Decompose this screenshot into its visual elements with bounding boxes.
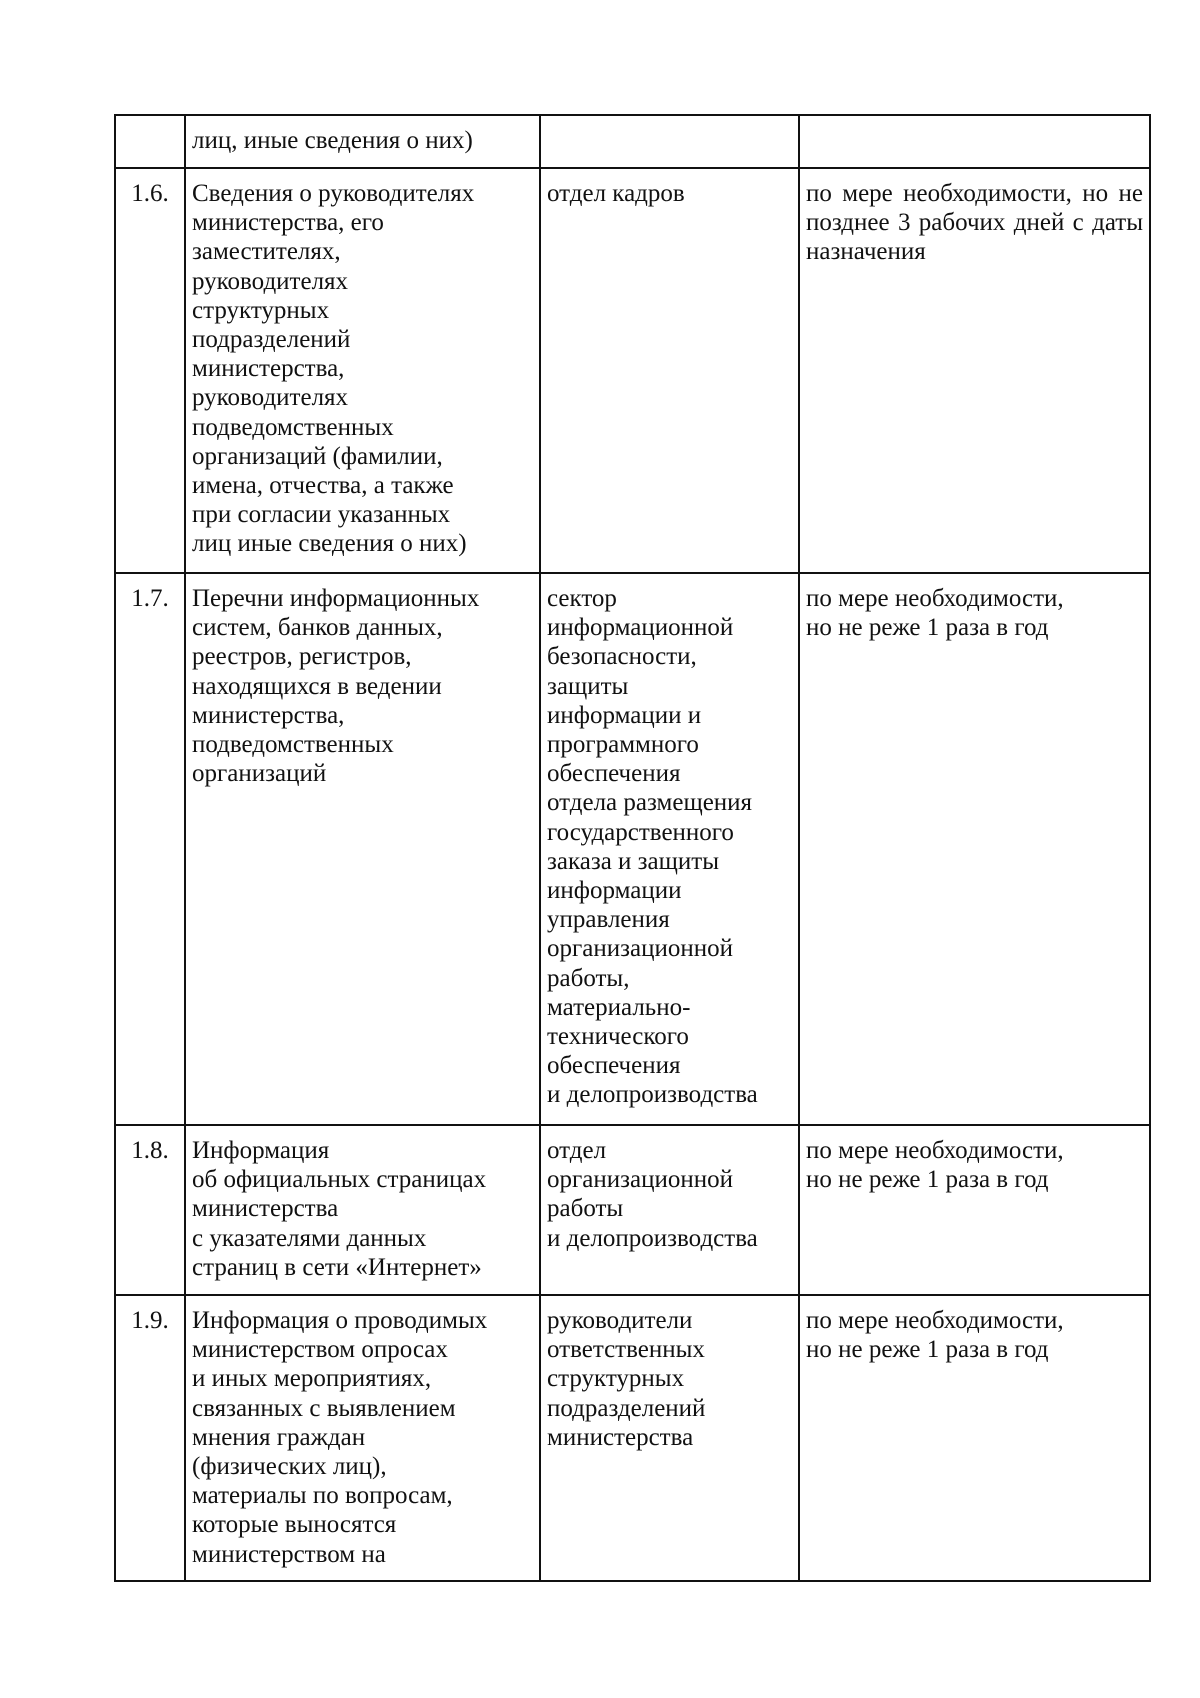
- timing-cell: по мере необходимости, но не реже 1 раза в год: [799, 1125, 1150, 1295]
- row-number: 1.6.: [115, 168, 185, 573]
- responsible-cell: руководители ответственных структурных подразделений министерства: [540, 1295, 799, 1581]
- document-page: [114, 114, 1149, 1582]
- table-row: [115, 573, 1150, 1125]
- timing-cell: по мере необходимости, но не позднее 3 рабочих дней с даты назначения: [799, 168, 1150, 573]
- timing-cell: [799, 115, 1150, 168]
- table-row: [115, 115, 1150, 168]
- responsible-cell: сектор информационной безопасности, защиты информации и программного обеспечения отдела размещения государственного заказа и защиты информации управления организационной работы, материально- технического обеспечения и делопроизводства: [540, 573, 799, 1125]
- timing-cell: по мере необходимости, но не реже 1 раза в год: [799, 1295, 1150, 1581]
- responsible-cell: [540, 115, 799, 168]
- row-number: 1.7.: [115, 573, 185, 1125]
- table-row: [115, 1125, 1150, 1295]
- timing-cell: по мере необходимости, но не реже 1 раза в год: [799, 573, 1150, 1125]
- information-table: [114, 114, 1151, 1582]
- info-cell: Сведения о руководителях министерства, его заместителях, руководителях структурных подразделений министерства, руководителях подведомственных организаций (фамилии, имена, отчества, а также при согласии указанных лиц иные сведения о них): [185, 168, 540, 573]
- table-row: [115, 168, 1150, 573]
- info-cell: Перечни информационных систем, банков данных, реестров, регистров, находящихся в ведении министерства, подведомственных организаций: [185, 573, 540, 1125]
- row-number: 1.9.: [115, 1295, 185, 1581]
- responsible-cell: отдел организационной работы и делопроизводства: [540, 1125, 799, 1295]
- info-cell: Информация об официальных страницах министерства с указателями данных страниц в сети «Интернет»: [185, 1125, 540, 1295]
- row-number: 1.8.: [115, 1125, 185, 1295]
- row-number: [115, 115, 185, 168]
- responsible-cell: отдел кадров: [540, 168, 799, 573]
- info-cell: лиц, иные сведения о них): [185, 115, 540, 168]
- info-cell: Информация о проводимых министерством опросах и иных мероприятиях, связанных с выявлением мнения граждан (физических лиц), материалы по вопросам, которые выносятся министерством на: [185, 1295, 540, 1581]
- table-row: [115, 1295, 1150, 1581]
